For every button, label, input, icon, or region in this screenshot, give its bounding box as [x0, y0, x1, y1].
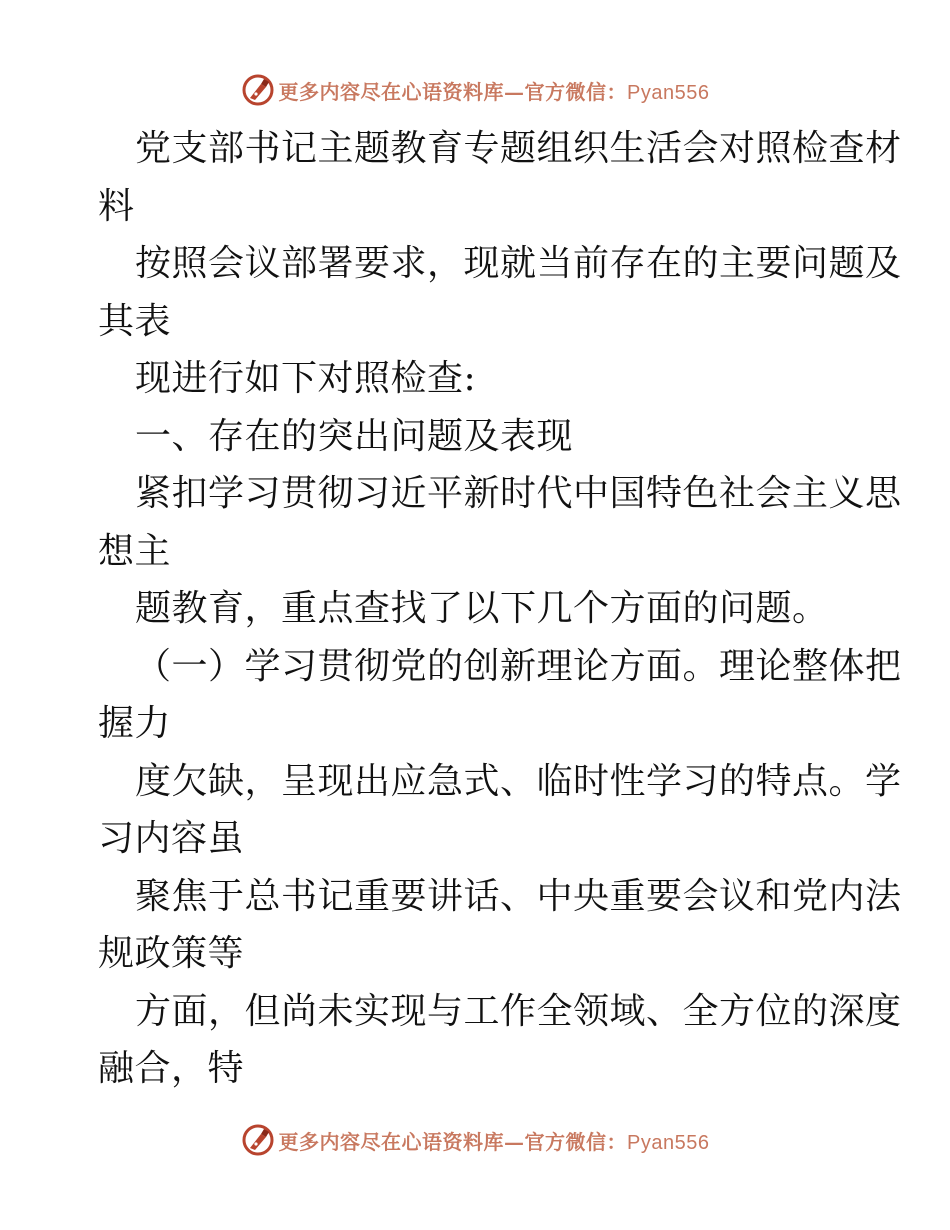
document-body [98, 120, 902, 1098]
section-heading: 一、存在的突出问题及表现 [135, 415, 574, 457]
text-line: 习内容虽 [98, 818, 245, 859]
text-line: 聚焦于总书记重要讲话、中央重要会议和党内法 [135, 875, 902, 917]
header-banner-account: Pyan556 [627, 81, 710, 104]
document-title-line-2: 料 [98, 185, 135, 227]
text-line: 题教育，重点查找了以下几个方面的问题。 [135, 588, 829, 629]
text-line: 其表 [98, 300, 172, 342]
text-line: 现进行如下对照检查: [135, 358, 477, 399]
footer-banner [0, 1120, 950, 1160]
text-line: 想主 [98, 530, 172, 572]
text-line: 按照会议部署要求，现就当前存在的主要问题及 [135, 243, 902, 284]
text-line: 融合，特 [98, 1048, 245, 1089]
pen-logo-icon [241, 1123, 275, 1157]
subsection-heading: （一）学习贯彻党的创新理论方面。理论整体把 [135, 645, 902, 687]
text-line: 方面，但尚未实现与工作全领域、全方位的深度 [135, 990, 902, 1032]
header-banner [0, 70, 950, 110]
footer-banner-text: 更多内容尽在心语资料库—官方微信：Pyan556 [278, 1129, 710, 1154]
document-title-line-1: 党支部书记主题教育专题组织生活会对照检查材 [135, 128, 902, 169]
text-line: 度欠缺，呈现出应急式、临时性学习的特点。学 [135, 760, 902, 802]
text-line: 紧扣学习贯彻习近平新时代中国特色社会主义思 [135, 473, 902, 514]
header-banner-text: 更多内容尽在心语资料库—官方微信：Pyan556 [278, 79, 710, 104]
text-line: 规政策等 [98, 933, 245, 974]
footer-banner-account: Pyan556 [627, 1131, 710, 1154]
text-line: 握力 [98, 703, 172, 744]
pen-logo-icon [241, 73, 275, 107]
